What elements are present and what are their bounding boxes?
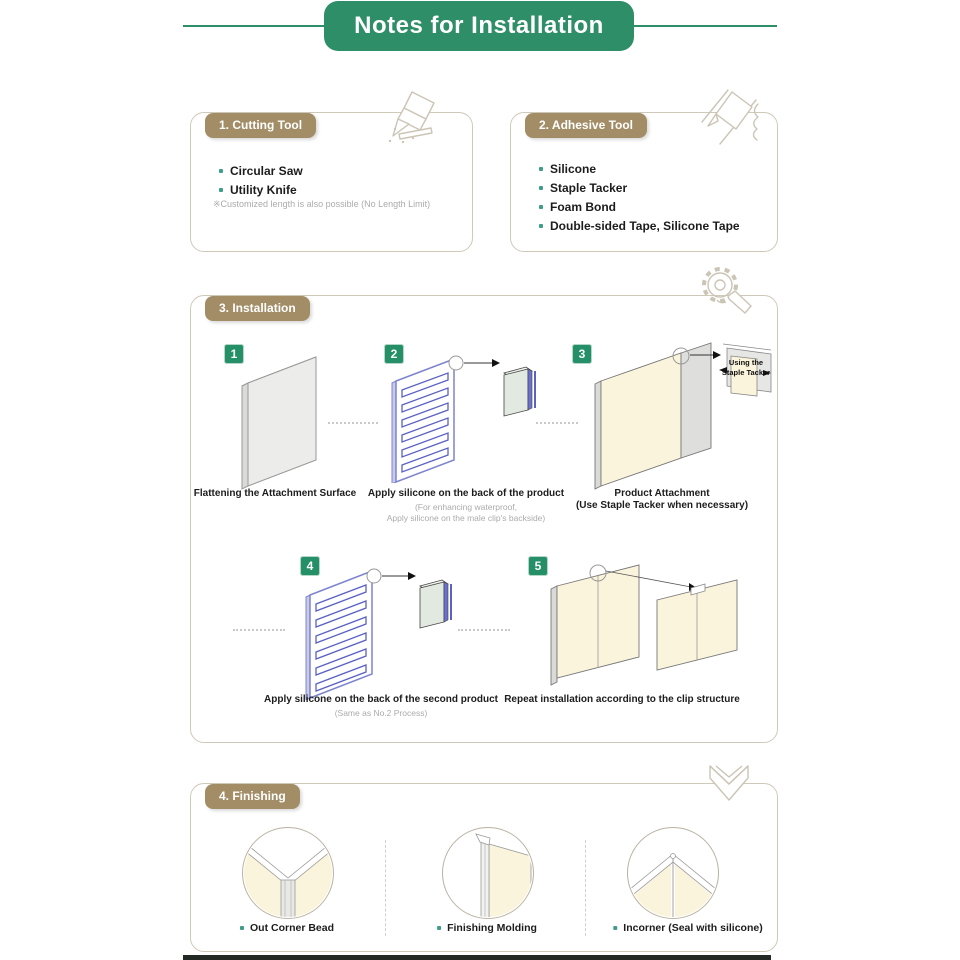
step-number-1: 1 <box>224 344 244 364</box>
list-item <box>219 161 303 180</box>
step-number-5: 5 <box>528 556 548 576</box>
bullet-dot-icon <box>219 169 223 173</box>
bullet-dot-icon <box>219 188 223 192</box>
list-item <box>539 197 740 216</box>
step-number-2: 2 <box>384 344 404 364</box>
page-title-text: Notes for Installation <box>354 12 604 39</box>
finishing-molding-illustration <box>443 828 533 918</box>
cutting-tool-list <box>219 161 303 199</box>
dotted-separator <box>328 422 378 424</box>
silicone-gun-icon <box>698 86 766 148</box>
adhesive-tool-label: 2. Adhesive Tool <box>525 113 647 138</box>
out-corner-bead-illustration <box>243 828 333 918</box>
footer-banner-edge <box>183 955 771 960</box>
finishing-molding-circle <box>442 827 534 919</box>
incorner-caption <box>613 922 762 934</box>
list-item-label: Foam Bond <box>550 199 616 214</box>
finishing-molding-caption <box>437 922 537 934</box>
silicone-second-panel-illustration <box>302 560 452 700</box>
annotation-line-1: Using the <box>728 358 764 367</box>
step-4-caption: Apply silicone on the back of the second product <box>264 694 498 705</box>
bullet-dot-icon <box>240 926 244 930</box>
bullet-dot-icon <box>613 926 617 930</box>
list-item-label: Double-sided Tape, Silicone Tape <box>550 218 740 233</box>
incorner-circle <box>627 827 719 919</box>
bullet-dot-icon <box>539 186 543 190</box>
step-2-subcaption-2: Apply silicone on the male clip's backside) <box>386 513 546 523</box>
step-3-caption: Product Attachment <box>614 488 710 499</box>
cutting-tool-note: ※Customized length is also possible (No Length Limit) <box>213 199 431 209</box>
list-item-label: Silicone <box>550 161 597 176</box>
bullet-dot-icon <box>539 205 543 209</box>
list-item-label: Staple Tacker <box>550 180 628 195</box>
out-corner-bead-circle <box>242 827 334 919</box>
list-item <box>539 159 740 178</box>
bullet-dot-icon <box>539 167 543 171</box>
step-number-4: 4 <box>300 556 320 576</box>
dotted-separator <box>233 629 285 631</box>
silicone-panel-illustration <box>388 348 538 483</box>
staple-tacker-annotation <box>720 358 772 378</box>
list-item-label: Utility Knife <box>230 182 297 197</box>
list-item <box>219 180 303 199</box>
list-item <box>539 216 740 235</box>
dotted-separator <box>458 629 510 631</box>
caption-label: Incorner (Seal with silicone) <box>623 922 763 934</box>
step-3-caption-line-2: (Use Staple Tacker when necessary) <box>575 500 749 511</box>
step-5-caption: Repeat installation according to the clip structure <box>504 694 740 705</box>
list-item <box>539 178 740 197</box>
adhesive-tool-list <box>539 159 740 235</box>
step-2-caption: Apply silicone on the back of the product <box>367 488 565 499</box>
finishing-label: 4. Finishing <box>205 784 300 809</box>
out-corner-bead-caption <box>240 922 334 934</box>
bullet-dot-icon <box>437 926 441 930</box>
caption-label: Out Corner Bead <box>249 922 335 934</box>
step-4-subcaption: (Same as No.2 Process) <box>334 708 428 718</box>
installation-label: 3. Installation <box>205 296 310 321</box>
utility-knife-icon <box>375 90 439 150</box>
page-title <box>324 1 634 51</box>
list-item-label: Circular Saw <box>230 163 303 178</box>
flat-panel-illustration <box>228 350 323 490</box>
corner-bead-icon <box>702 760 756 818</box>
step-1-caption: Flattening the Attachment Surface <box>193 488 357 499</box>
caption-label: Finishing Molding <box>447 922 537 934</box>
dashed-divider <box>385 840 386 936</box>
incorner-illustration <box>628 828 718 918</box>
step-2-subcaption-1: (For enhancing waterproof, <box>414 502 518 512</box>
gear-wrench-icon <box>692 262 756 324</box>
cutting-tool-label: 1. Cutting Tool <box>205 113 316 138</box>
step-number-3: 3 <box>572 344 592 364</box>
dotted-separator <box>536 422 578 424</box>
bullet-dot-icon <box>539 224 543 228</box>
repeat-installation-illustration <box>545 558 745 690</box>
annotation-line-2: Staple Tacker <box>721 368 771 377</box>
dashed-divider <box>585 840 586 936</box>
